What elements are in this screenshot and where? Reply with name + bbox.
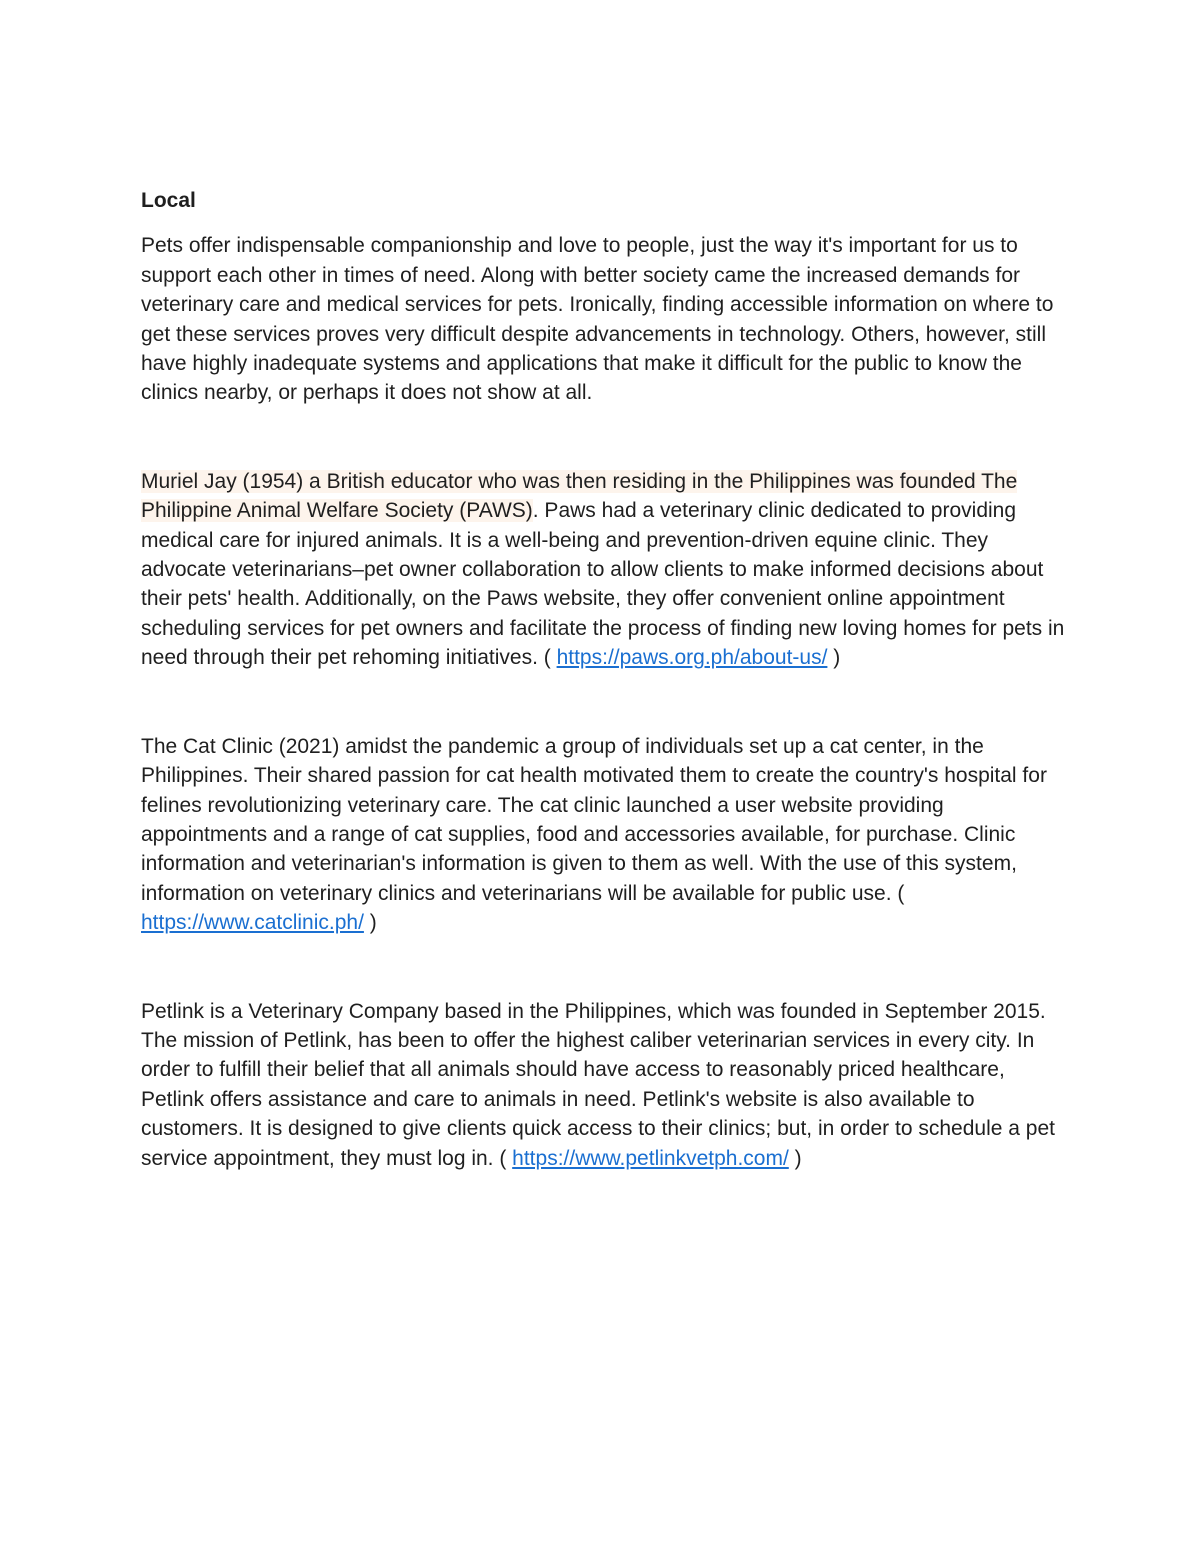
paws-paragraph bbox=[141, 467, 1066, 673]
intro-paragraph: Pets offer indispensable companionship and love to people, just the way it's important for us to support each other in times of need. Along with better society came the increased demands for veterinary care and medical services for pets. Ironically, finding accessible information on where to get these services proves very difficult despite advancements in technology. Others, however, still have highly inadequate systems and applications that make it difficult for the public to know the clinics nearby, or perhaps it does not show at all. bbox=[141, 234, 1054, 405]
catclinic-close: ) bbox=[363, 911, 377, 935]
highlighted-text: Muriel Jay (1954) a British educator who was then residing in the Philippines was founded The Philippine Animal Welfare Society (PAWS) bbox=[141, 469, 1018, 523]
petlink-paragraph bbox=[141, 997, 1066, 1173]
catclinic-link[interactable]: https://www.catclinic.ph/ bbox=[141, 911, 364, 935]
spacer bbox=[141, 938, 1066, 997]
catclinic-body: The Cat Clinic (2021) amidst the pandemic a group of individuals set up a cat center, in the Philippines. Their shared passion for cat health motivated them to create the country's hospital for felines revolutionizing veterinary care. The cat clinic launched a user website providing appointments and a range of cat supplies, food and accessories available, for purchase. Clinic information and veterinarian's information is given to them as well. With the use of this system, information on veterinary clinics and veterinarians will be available for public use. ( bbox=[141, 734, 1047, 905]
petlink-body: Petlink is a Veterinary Company based in the Philippines, which was founded in September 2015. The mission of Petlink, has been to offer the highest caliber veterinarian services in every city. In order to fulfill their belief that all animals should have access to reasonably priced healthcare, Petlink offers assistance and care to animals in need. Petlink's website is also available to customers. It is designed to give clients quick access to their clinics; but, in order to schedule a pet service appointment, they must log in. ( bbox=[141, 999, 1055, 1170]
document-page bbox=[141, 186, 1066, 1173]
petlink-close: ) bbox=[788, 1146, 802, 1170]
paws-body: . Paws had a veterinary clinic dedicated to providing medical care for injured animals. It is a well-being and prevention-driven equine clinic. They advocate veterinarians–pet owner collaboration to allow clients to make informed decisions about their pets' health. Additionally, on the Paws website, they offer convenient online appointment scheduling services for pet owners and facilitate the process of finding new loving homes for pets in need through their pet rehoming initiatives. ( bbox=[141, 499, 1065, 670]
catclinic-paragraph bbox=[141, 732, 1066, 938]
spacer bbox=[141, 408, 1066, 467]
paws-close: ) bbox=[827, 646, 841, 670]
paws-link[interactable]: https://paws.org.ph/about-us/ bbox=[556, 646, 828, 670]
petlink-link[interactable]: https://www.petlinkvetph.com/ bbox=[512, 1146, 789, 1170]
section-heading: Local bbox=[141, 189, 196, 212]
spacer bbox=[141, 673, 1066, 732]
